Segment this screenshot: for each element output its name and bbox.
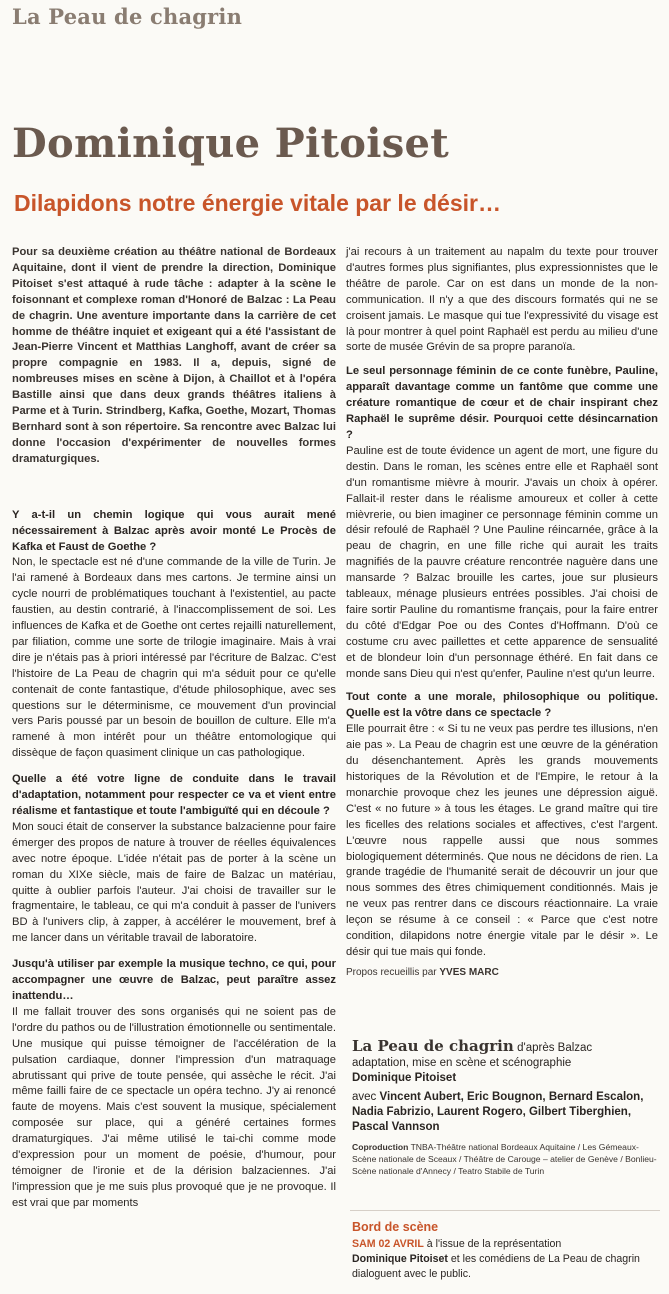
question-2: Quelle a été votre ligne de conduite dans le travail d'adaptation, notamment pour respecter ce va et vient entre réalisme et fantastique et toute l'ambiguïté qui en découle ? (12, 773, 336, 817)
question-1: Y a-t-il un chemin logique qui vous aurait mené nécessairement à Balzac après avoir monté Le Procès de Kafka et Faust de Goethe ? (12, 508, 336, 553)
question-5: Tout conte a une morale, philosophique ou politique. Quelle est la vôtre dans ce spectacle ? (346, 691, 658, 720)
director-name: Dominique Pitoiset (352, 1072, 457, 1084)
left-column (12, 245, 336, 1212)
coproduction-text: TNBA-Théâtre national Bordeaux Aquitaine / Les Gémeaux-Scène nationale de Sceaux / Théâtre de Carouge – atelier de Genève / Bonlieu-Scène nationale d'Annecy / Teatro Stabile de Turin (352, 1142, 657, 1176)
article-subtitle: Dilapidons notre énergie vitale par le désir… (14, 190, 501, 216)
interview-credit (346, 965, 658, 981)
answer-5: Elle pourrait être : « Si tu ne veux pas perdre tes illusions, n'en aie pas ». La Peau de chagrin est une œuvre de la génération du désenchantement. Après les grands mouvements historiques de la Révolution et de l'Empire, le retour à la monarchie provoque chez les jeunes une dépression aiguë. C'est « no future » à tous les étages. Le grand maître qui tire les ficelles des relations sociales et affectives, c'est l'argent. L'œuvre nous rappelle aussi que nous sommes biologiquement déterminés. Que nous ne décidons de rien. La grande tragédie de l'humanité serait de découvrir un jour que nous sommes des êtres chimiquement conditionnés. Mais je ne veux pas rentrer dans ce discours réactionnaire. La vraie leçon se résume à ce conseil : « Parce que c'est notre condition, dilapidons notre énergie vitale par le désir ». Le désir qui tue mais qui fonde. (346, 723, 658, 958)
event-names: Dominique Pitoiset (352, 1253, 448, 1265)
question-4: Le seul personnage féminin de ce conte funèbre, Pauline, apparaît davantage comme un fantôme que comme une créature romantique de cœur et de chair inspirant chez Raphaël le suprême désir. Pourquoi cette désincarnation ? (346, 365, 658, 441)
coproduction-label: Coproduction (352, 1142, 409, 1152)
article-title: Dominique Pitoiset (12, 120, 450, 167)
production-infobox (352, 1038, 658, 1177)
play-author: d'après Balzac (517, 1042, 593, 1054)
bord-de-scene (352, 1220, 662, 1282)
credit-label: Propos recueillis par (346, 966, 437, 978)
intro-paragraph: Pour sa deuxième création au théâtre national de Bordeaux Aquitaine, dont il vient de prendre la direction, Dominique Pitoiset s'est attaqué à rude tâche : adapter à la scène le foisonnant et complexe roman d'Honoré de Balzac : La Peau de chagrin. Une aventure importante dans la carrière de cet homme de théâtre inquiet et exigeant qui a été l'assistant de Jean-Pierre Vincent et Matthias Langhoff, avant de créer sa propre compagnie en 1983. Il a, depuis, signé de nombreuses mises en scène à Dijon, à Chaillot et à l'opéra Bastille ainsi que dans deux grands théâtres italiens à Parme et à Turin. Strindberg, Kafka, Goethe, Mozart, Thomas Bernhard sont à son répertoire. Sa rencontre avec Balzac lui donne l'occasion d'expérimenter de nouvelles formes dramaturgiques. (12, 246, 336, 465)
bord-de-scene-title: Bord de scène (352, 1220, 439, 1234)
right-column (346, 245, 658, 981)
section-header: La Peau de chagrin (12, 4, 243, 29)
answer-4: Pauline est de toute évidence un agent de mort, une figure du destin. Dans le roman, les scènes entre elle et Raphaël sont d'un romantisme mièvre à mourir. J'avais un choix à opérer. Fallait-il rester dans le réalisme amoureux et coller à cette mièvrerie, ou bien imaginer ce personnage féminin comme un désir refoulé de Raphaël ? Une Pauline réincarnée, grâce à la peau de chagrin, en une fille riche qui aurait les traits magnifiés de la pauvre créature rencontrée naguère dans une mansarde ? Balzac brouille les cartes, joue sur plusieurs tableaux, ménage plusieurs entrées possibles. J'ai choisi de faire sortir Pauline du romantisme français, pour la faire entrer du côté d'Edgar Poe ou des Contes d'Hoffmann. D'où ce costume cru avec paillettes et cette apparence de sensualité et de blondeur loin d'un personnage éthéré. En fait dans ce monde sans Dieu qui n'est qu'enfer, Pauline n'est qu'un leurre. (346, 444, 658, 680)
event-date: SAM 02 AVRIL (352, 1238, 424, 1250)
credit-name: YVES MARC (439, 966, 499, 978)
cast-names: Vincent Aubert, Eric Bougnon, Bernard Escalon, Nadia Fabrizio, Laurent Rogero, Gilbert Tiberghien, Pascal Vannson (352, 1091, 644, 1133)
cast-list (352, 1090, 658, 1135)
answer-3-continued: j'ai recours à un traitement au napalm du texte pour trouver d'autres formes plus signifiantes, plus expressionnistes que le théâtre de parole. Car on est dans un monde de la non-communication. Il n'y a que des discours formatés qui ne se croisent jamais. Le masque qui tue l'expressivité du visage est là pour montrer à quel point Raphaël est perdu au milieu d'une sorte de musée Grévin de sa propre paranoïa. (346, 246, 658, 354)
event-text: et les comédiens de La Peau de chagrin dialoguent avec le public. (352, 1253, 640, 1280)
adaptation-credit: adaptation, mise en scène et scénographie (352, 1057, 572, 1069)
answer-2: Mon souci était de conserver la substance balzacienne pour faire émerger des propos de nature à trouver de réelles équivalences avec notre époque. L'idée n'était pas de porter à la scène un roman du XIXe siècle, mais de faire de Balzac un matériau, quitte à oublier parfois l'auteur. J'ai choisi de travailler sur le fragmentaire, le tableau, ce qui m'a conduit à passer de l'univers BD à l'univers clip, à zapper, à accélérer le mouvement, bref à me lancer dans un véritable travail de laboratoire. (12, 820, 336, 945)
cast-label: avec (352, 1091, 377, 1103)
event-when: à l'issue de la représentation (426, 1238, 562, 1250)
divider (350, 1210, 660, 1211)
answer-3: Il me fallait trouver des sons organisés qui ne soient pas de l'ordre du pathos ou de l'illustration émotionnelle ou sentimentale. Une musique qui puisse témoigner de l'accélération de la pulsation cardiaque, donner l'impression d'un matraquage abrutissant qui prive de toute pensée, qui assèche le récit. J'ai même failli faire de ce spectacle un opéra techno. J'y ai renoncé faute de moyens. Mais c'est souvent la musique, spécialement composée sur place, qui a généré certaines formes dramaturgiques. J'ai même utilisé le tai-chi comme mode d'expression pour un moment de poésie, d'humour, pour témoigner de l'ironie et de la dérision balzaciennes. J'ai l'impression que je me suis plus provoqué que je ne provoque. Il est vrai que par moments (12, 1005, 336, 1209)
question-3: Jusqu'à utiliser par exemple la musique techno, ce qui, pour accompagner une œuvre de Balzac, peut paraître assez inattendu… (12, 958, 336, 1002)
play-title: La Peau de chagrin (352, 1037, 514, 1055)
coproduction (352, 1141, 658, 1177)
answer-1: Non, le spectacle est né d'une commande de la ville de Turin. Je l'ai ramené à Bordeaux dans mes cartons. Je termine ainsi un cycle nourri de problématiques touchant à l'existentiel, au pacte faustien, au destin contrarié, à l'inaccomplissement de soi. Les influences de Kafka et de Goethe ont certes rejailli naturellement, par filiation, comme une sorte de trilogie imaginaire. Mais à vrai dire je n'étais pas à priori intéressé par l'écriture de Balzac. C'est l'histoire de La Peau de chagrin qui m'a séduit pour ce qu'elle contenait de conte fantastique, d'étude philosophique, avec ses questions sur le déterminisme, ce mouvement d'un provincial vers Paris poussé par un besoin de bouillon de culture. Elle m'a ramené à mon intérêt pour un théâtre entomologique qui dissèque de façon quasiment clinique un cas pathologique. (12, 556, 336, 760)
